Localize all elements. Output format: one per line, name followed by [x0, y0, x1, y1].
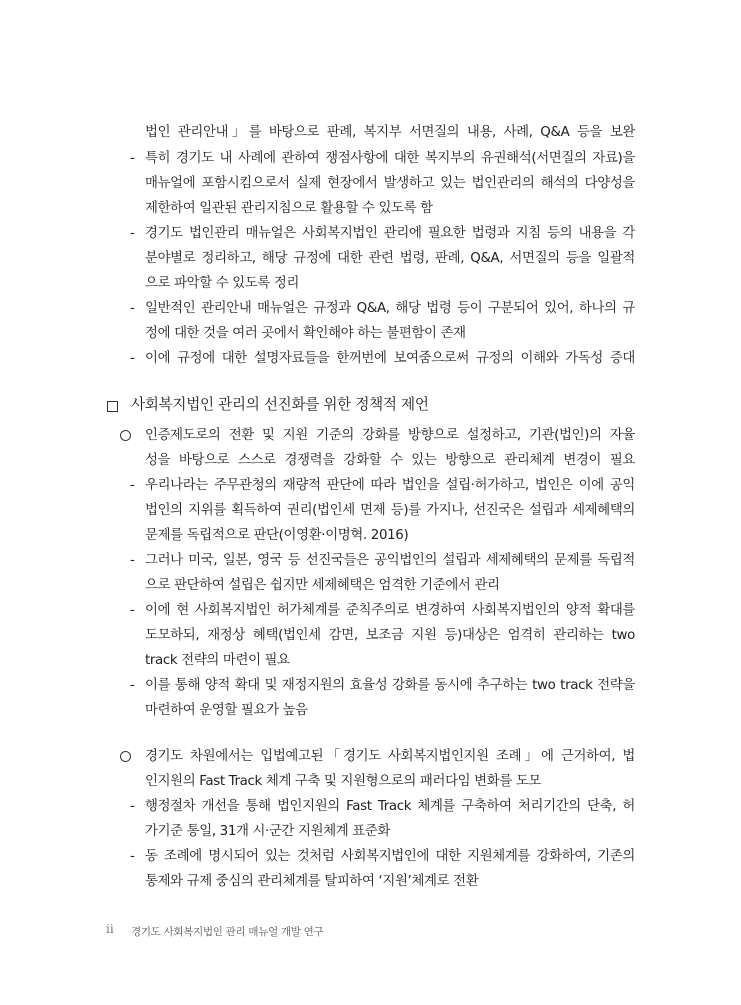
dash-bullet: - — [130, 151, 135, 166]
text-line: 매뉴얼에 포함시킴으로서 실제 현장에서 발생하고 있는 법인관리의 해석의 다양성을 — [145, 176, 635, 191]
dash-bullet: - — [130, 351, 135, 366]
text-line: 이에 현 사회복지법인 허가체계를 준칙주의로 변경하여 사회복지법인의 양적 확대를 — [145, 603, 635, 618]
dash-bullet: - — [130, 226, 135, 241]
dash-bullet: - — [130, 678, 135, 693]
text-line: 인증제도로의 전환 및 지원 기준의 강화를 방향으로 설정하고, 기관(법인)의 자율 — [145, 428, 635, 443]
text-line: 동 조례에 명시되어 있는 것처럼 사회복지법인에 대한 지원체계를 강화하여, 기존의 — [145, 849, 635, 864]
text-line: 경기도 차원에서는 입법예고된「경기도 사회복지법인지원 조례」에 근거하여, 법 — [145, 749, 635, 764]
text-line: 으로 판단하여 설립은 쉽지만 세제혜택은 엄격한 기준에서 관리 — [145, 578, 500, 593]
text-line: track 전략의 마련이 필요 — [145, 653, 290, 668]
text-line: 분야별로 정리하고, 해당 규정에 대한 관련 법령, 판례, Q&A, 서면질의 등을 일괄적 — [145, 251, 635, 266]
dash-bullet: - — [130, 799, 135, 814]
text-line: 이를 통해 양적 확대 및 재정지원의 효율성 강화를 동시에 추구하는 two track 전략을 — [145, 678, 635, 693]
circle-bullet-icon — [120, 430, 131, 441]
text-line: 행정절차 개선을 통해 법인지원의 Fast Track 체계를 구축하여 처리기간의 단축, 허 — [145, 799, 635, 814]
text-line: 통제와 규제 중심의 관리체계를 탈피하여 ‘지원’체계로 전환 — [145, 874, 479, 889]
text-line: 가기준 통일, 31개 시·군간 지원체계 표준화 — [145, 824, 391, 839]
dash-bullet: - — [130, 478, 135, 493]
text-line: 으로 파악할 수 있도록 정리 — [145, 276, 300, 291]
text-line: 법인 관리안내」를 바탕으로 판례, 복지부 서면질의 내용, 사례, Q&A 등을 보완 — [145, 125, 635, 140]
page-number: ii — [106, 922, 114, 936]
circle-bullet-icon — [120, 751, 131, 762]
text-line: 도모하되, 재정상 혜택(법인세 감면, 보조금 지원 등)대상은 엄격히 관리하는 two — [145, 628, 635, 643]
text-line: 우리나라는 주무관청의 재량적 판단에 따라 법인을 설립·허가하고, 법인은 이에 공익 — [145, 478, 635, 493]
text-line: 이에 규정에 대한 설명자료들을 한꺼번에 보여줌으로써 규정의 이해와 가독성 증대 — [145, 351, 635, 366]
section-heading: 사회복지법인 관리의 선진화를 위한 정책적 제언 — [131, 396, 429, 413]
dash-bullet: - — [130, 301, 135, 316]
text-line: 특히 경기도 내 사례에 관하여 쟁점사항에 대한 복지부의 유권해석(서면질의 자료)을 — [145, 151, 635, 166]
text-line: 마련하여 운영할 필요가 높음 — [145, 703, 308, 718]
text-line: 문제를 독립적으로 판단(이영환·이명혁. 2016) — [145, 528, 409, 543]
text-line: 제한하여 일관된 관리지침으로 활용할 수 있도록 함 — [145, 201, 433, 216]
text-line: 법인의 지위를 획득하여 권리(법인세 면제 등)를 가지나, 선진국은 설립과 세제혜택의 — [145, 503, 635, 518]
text-line: 성을 바탕으로 스스로 경쟁력을 강화할 수 있는 방향으로 관리체계 변경이 필요 — [145, 453, 635, 468]
text-line: 경기도 법인관리 매뉴얼은 사회복지법인 관리에 필요한 법령과 지침 등의 내용을 각 — [145, 226, 635, 241]
dash-bullet: - — [130, 849, 135, 864]
dash-bullet: - — [130, 603, 135, 618]
dash-bullet: - — [130, 553, 135, 568]
text-line: 인지원의 Fast Track 체계 구축 및 지원형으로의 패러다임 변화를 도모 — [145, 774, 541, 789]
text-line: 정에 대한 것을 여러 곳에서 확인해야 하는 불편함이 존재 — [145, 326, 466, 341]
text-line: 그러나 미국, 일본, 영국 등 선진국들은 공익법인의 설립과 세제혜택의 문제를 독립적 — [145, 553, 635, 568]
text-line: 일반적인 관리안내 매뉴얼은 규정과 Q&A, 해당 법령 등이 구분되어 있어, 하나의 규 — [145, 301, 635, 316]
running-title: 경기도 사회복지법인 관리 매뉴얼 개발 연구 — [131, 926, 324, 938]
square-bullet-icon — [107, 401, 118, 412]
